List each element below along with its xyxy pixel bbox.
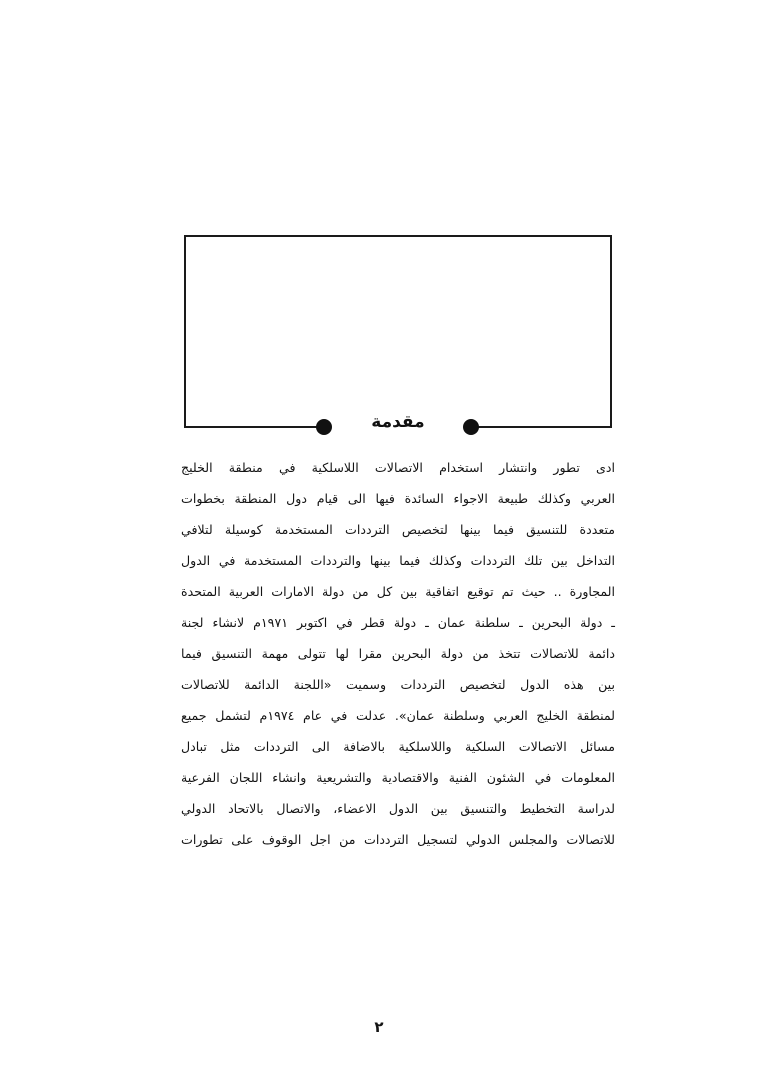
paragraph-line: العربي وكذلك طبيعة الاجواء السائدة فيها الى قيام دول المنطقة بخطوات <box>181 491 615 506</box>
title-frame-bottom-left-rule <box>184 426 318 428</box>
paragraph-line: المعلومات في الشئون الفنية والاقتصادية والتشريعية وانشاء اللجان الفرعية <box>181 770 615 785</box>
paragraph-line: متعددة للتنسيق فيما بينها لتخصيص الترددات المستخدمة كوسيلة لتلافي <box>181 522 615 537</box>
introduction-paragraph <box>181 452 615 855</box>
paragraph-line: لدراسة التخطيط والتنسيق بين الدول الاعضاء، والاتصال بالاتحاد الدولي <box>181 801 615 816</box>
paragraph-line: مسائل الاتصالات السلكية واللاسلكية بالاضافة الى الترددات مثل تبادل <box>181 739 615 754</box>
page-number: ٢ <box>374 1018 384 1036</box>
paragraph-line: للاتصالات والمجلس الدولي لتسجيل الترددات من اجل الوقوف على تطورات <box>181 832 615 847</box>
paragraph-line: التداخل بين تلك الترددات وكذلك فيما بينها والترددات المستخدمة في الدول <box>181 553 615 568</box>
paragraph-line: لمنطقة الخليج العربي وسلطنة عمان». عدلت في عام ١٩٧٤م لتشمل جميع <box>181 708 615 723</box>
paragraph-line: ـ دولة البحرين ـ سلطنة عمان ـ دولة قطر في اكتوبر ١٩٧١م لانشاء لجنة <box>181 615 615 630</box>
paragraph-line: بين هذه الدول لتخصيص الترددات وسميت «اللجنة الدائمة للاتصالات <box>181 677 615 692</box>
section-title: مقدمة <box>371 412 425 432</box>
right-bullet-dot <box>463 419 479 435</box>
title-frame-bottom-right-rule <box>474 426 612 428</box>
title-frame <box>184 235 612 428</box>
left-bullet-dot <box>316 419 332 435</box>
paragraph-line: دائمة للاتصالات تتخذ من دولة البحرين مقرا لها تتولى مهمة التنسيق فيما <box>181 646 615 661</box>
paragraph-line: ادى تطور وانتشار استخدام الاتصالات اللاسلكية في منطقة الخليج <box>181 460 615 475</box>
paragraph-line: المجاورة .. حيث تم توقيع اتفاقية بين كل من دولة الامارات العربية المتحدة <box>181 584 615 599</box>
